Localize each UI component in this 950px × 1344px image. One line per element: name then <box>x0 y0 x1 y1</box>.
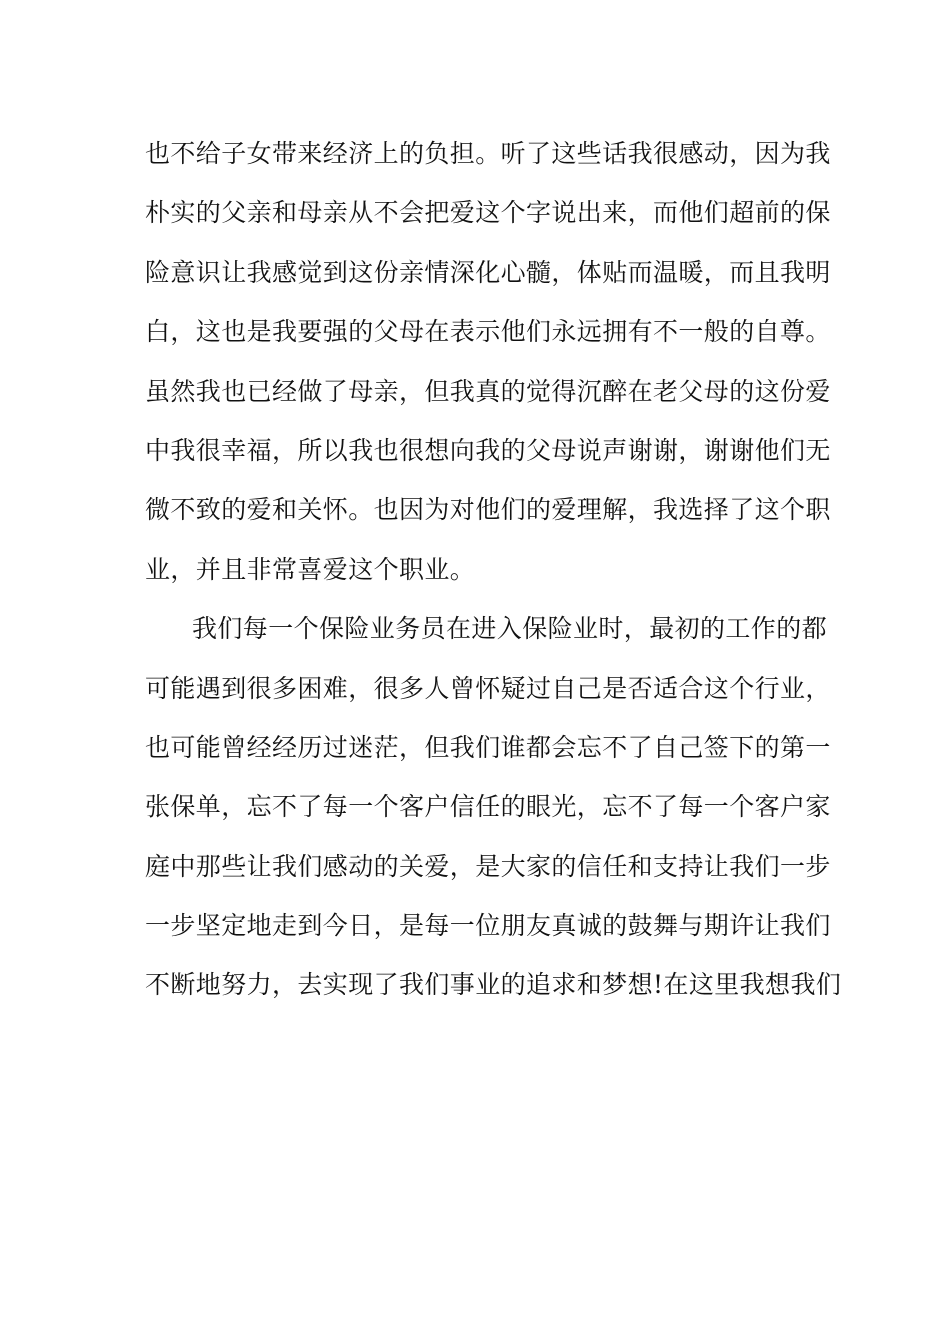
text-line: 业，并且非常喜爱这个职业。 <box>145 554 476 584</box>
text-line: 朴实的父亲和母亲从不会把爱这个字说出来，而他们超前的保 <box>145 198 831 228</box>
text-line: 也可能曾经经历过迷茫，但我们谁都会忘不了自己签下的第一 <box>145 732 831 762</box>
text-line: 庭中那些让我们感动的关爱，是大家的信任和支持让我们一步 <box>145 851 831 881</box>
text-line: 险意识让我感觉到这份亲情深化心髓，体贴而温暖，而且我明 <box>145 257 831 287</box>
text-line: 微不致的爱和关怀。也因为对他们的爱理解，我选择了这个职 <box>145 495 831 525</box>
text-line: 虽然我也已经做了母亲，但我真的觉得沉醉在老父母的这份爱 <box>145 376 831 406</box>
body-text <box>145 132 842 1023</box>
text-line: 可能遇到很多困难，很多人曾怀疑过自己是否适合这个行业， <box>145 673 831 703</box>
text-line: 也不给子女带来经济上的负担。听了这些话我很感动，因为我 <box>145 139 831 168</box>
text-line: 中我很幸福，所以我也很想向我的父母说声谢谢，谢谢他们无 <box>145 435 831 465</box>
text-line: 张保单，忘不了每一个客户信任的眼光，忘不了每一个客户家 <box>145 792 831 822</box>
paragraph-first-line: 我们每一个保险业务员在进入保险业时，最初的工作的都 <box>192 614 828 644</box>
text-line: 一步坚定地走到今日，是每一位朋友真诚的鼓舞与期许让我们 <box>145 911 831 941</box>
text-line: 白，这也是我要强的父母在表示他们永远拥有不一般的自尊。 <box>145 317 831 347</box>
text-line: 不断地努力，去实现了我们事业的追求和梦想!在这里我想我们 <box>145 970 842 1000</box>
